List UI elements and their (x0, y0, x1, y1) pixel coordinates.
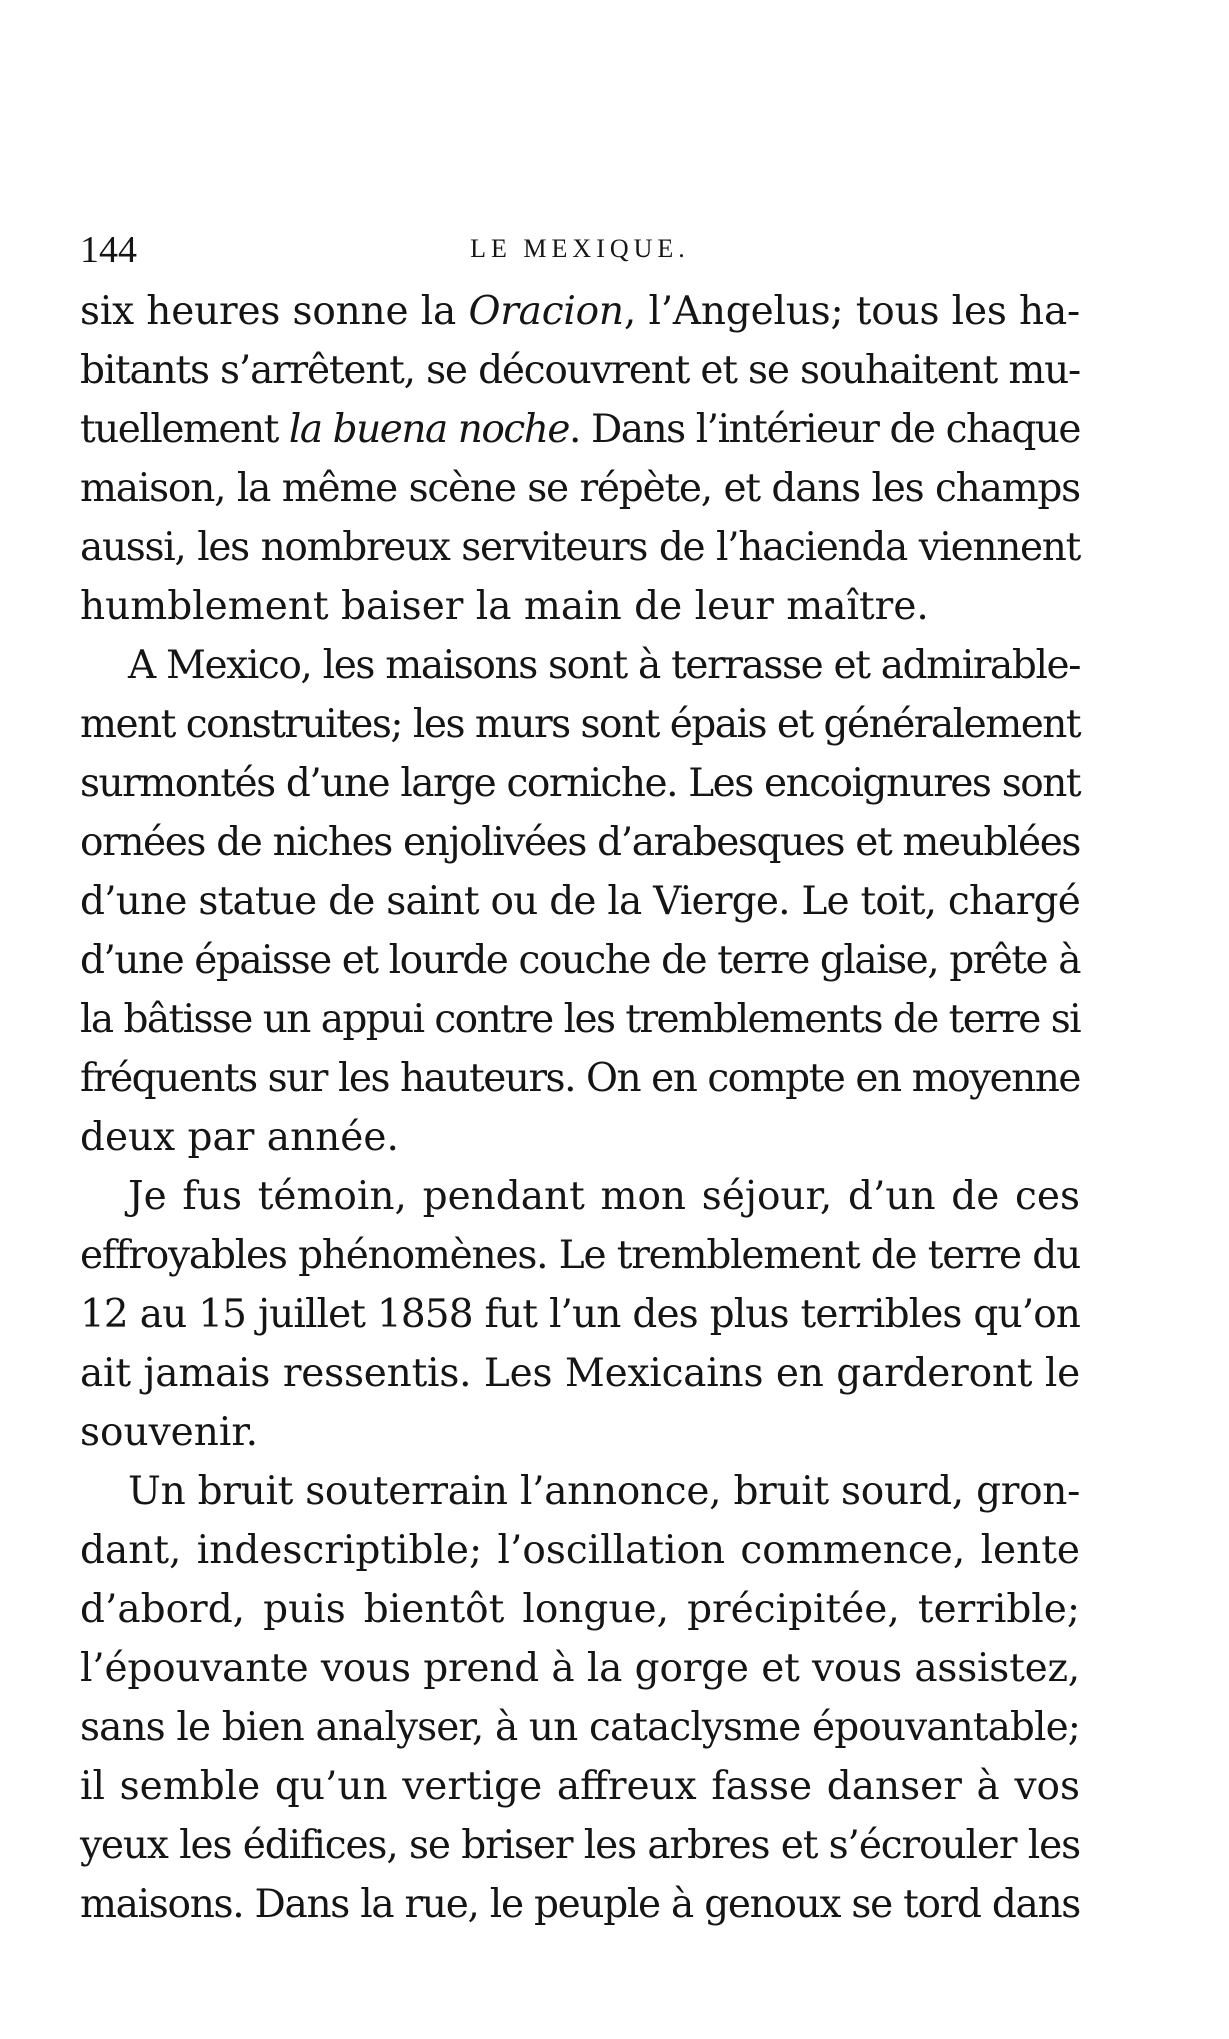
text-line (80, 518, 1080, 577)
text-line (80, 1698, 1080, 1757)
text-run: , l’Angelus; tous les ha- (623, 289, 1080, 334)
text-line (80, 990, 1080, 1049)
text-line (80, 1344, 1080, 1403)
text-line (80, 282, 1080, 341)
text-line (80, 1462, 1080, 1521)
text-run: six heures sonne la (80, 289, 469, 334)
text-line (80, 400, 1080, 459)
text-line (80, 1757, 1080, 1816)
text-line (80, 1403, 1080, 1462)
text-run: ait jamais ressentis. Les Mexicains en garderont le (80, 1351, 1080, 1396)
text-run: effroyables phénomènes. Le tremblement de terre du (80, 1233, 1080, 1278)
paragraph (80, 1167, 1080, 1462)
running-title: LE MEXIQUE. (470, 234, 690, 263)
text-run: 12 au 15 juillet 1858 fut l’un des plus terribles qu’on (80, 1292, 1080, 1337)
text-run: aussi, les nombreux serviteurs de l’hacienda viennent (80, 525, 1080, 570)
text-run: yeux les édifices, se briser les arbres et s’écrouler les (80, 1823, 1080, 1868)
text-line (80, 1285, 1080, 1344)
text-run: A Mexico, les maisons sont à terrasse et admirable- (128, 643, 1080, 688)
paragraph (80, 636, 1080, 1167)
text-line (80, 1049, 1080, 1108)
text-run: la bâtisse un appui contre les tremblements de terre si (80, 997, 1080, 1042)
text-line (80, 341, 1080, 400)
text-run: fréquents sur les hauteurs. On en compte en moyenne (80, 1056, 1080, 1101)
text-line (80, 813, 1080, 872)
text-run: d’une épaisse et lourde couche de terre glaise, prête à (80, 938, 1080, 983)
body-text (80, 282, 1080, 1934)
text-run: d’abord, puis bientôt longue, précipitée, terrible; (80, 1587, 1080, 1632)
text-run: souvenir. (80, 1410, 259, 1455)
page-number: 144 (80, 229, 137, 271)
text-run: bitants s’arrêtent, se découvrent et se souhaitent mu- (80, 348, 1080, 393)
text-line (80, 1521, 1080, 1580)
text-line (80, 459, 1080, 518)
italic-text: Oracion (468, 289, 624, 334)
text-line (80, 754, 1080, 813)
italic-text: la buena noche (288, 407, 569, 452)
text-line (80, 872, 1080, 931)
text-run: Un bruit souterrain l’annonce, bruit sourd, gron- (128, 1469, 1080, 1514)
paragraph (80, 282, 1080, 636)
text-run: . Dans l’intérieur de chaque (568, 407, 1080, 452)
text-line (80, 1226, 1080, 1285)
text-run: l’épouvante vous prend à la gorge et vous assistez, (80, 1646, 1080, 1691)
text-line (80, 1816, 1080, 1875)
text-line (80, 1167, 1080, 1226)
text-line (80, 695, 1080, 754)
text-run: sans le bien analyser, à un cataclysme épouvantable; (80, 1705, 1080, 1750)
text-run: maison, la même scène se répète, et dans les champs (80, 466, 1080, 511)
text-run: dant, indescriptible; l’oscillation commence, lente (80, 1528, 1080, 1573)
running-head (80, 228, 1080, 278)
text-line (80, 1639, 1080, 1698)
text-run: humblement baiser la main de leur maître. (80, 584, 929, 629)
text-line (80, 577, 1080, 636)
text-run: maisons. Dans la rue, le peuple à genoux se tord dans (80, 1882, 1080, 1927)
text-run: surmontés d’une large corniche. Les encoignures sont (80, 761, 1080, 806)
text-run: Je fus témoin, pendant mon séjour, d’un de ces (128, 1174, 1080, 1219)
text-run: ornées de niches enjolivées d’arabesques et meublées (80, 820, 1080, 865)
text-run: d’une statue de saint ou de la Vierge. Le toit, chargé (80, 879, 1080, 924)
text-line (80, 1108, 1080, 1167)
text-run: ment construites; les murs sont épais et généralement (80, 702, 1081, 747)
text-line (80, 931, 1080, 990)
text-run: deux par année. (80, 1115, 399, 1160)
text-run: il semble qu’un vertige affreux fasse danser à vos (80, 1764, 1080, 1809)
text-run: tuellement (80, 407, 289, 452)
text-line (80, 636, 1080, 695)
text-line (80, 1580, 1080, 1639)
paragraph (80, 1462, 1080, 1934)
text-line (80, 1875, 1080, 1934)
